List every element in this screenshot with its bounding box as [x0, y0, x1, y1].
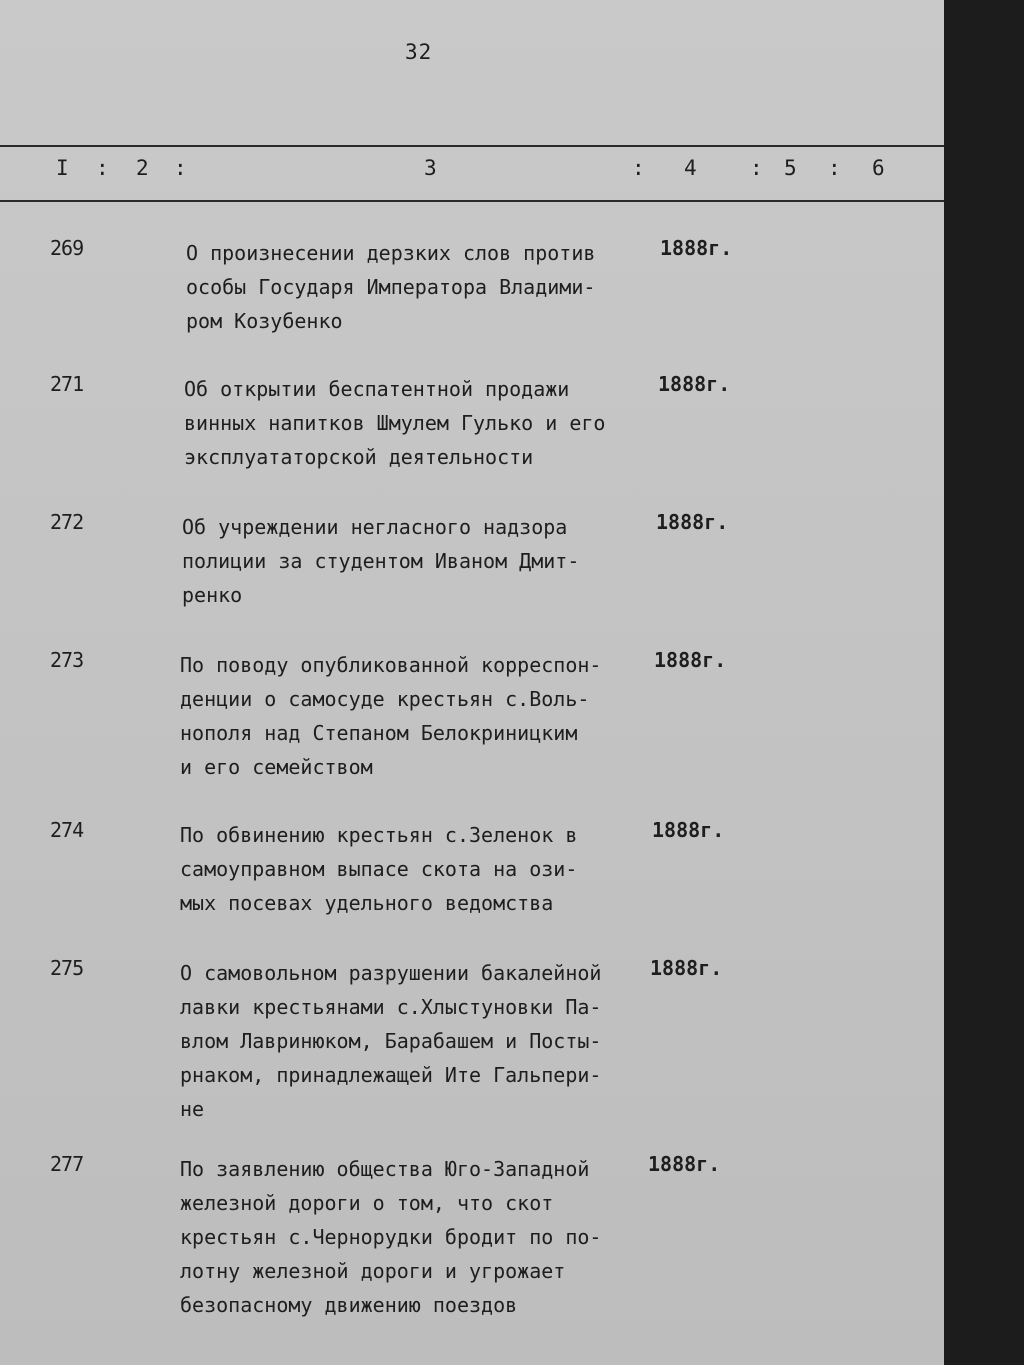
case-description — [182, 510, 652, 612]
case-number: 272 — [50, 510, 84, 534]
description-line: самоуправном выпасе скота на ози- — [180, 857, 578, 881]
description-line: эксплуататорской деятельности — [184, 445, 534, 469]
case-year: 1888г. — [656, 510, 729, 534]
description-line: мых посевах удельного ведомства — [180, 891, 554, 915]
case-year: 1888г. — [658, 372, 731, 396]
case-number: 269 — [50, 236, 84, 260]
description-line: полиции за студентом Иваном Дмит- — [182, 549, 580, 573]
case-number: 273 — [50, 648, 84, 672]
description-line: По заявлению общества Юго-Западной — [180, 1157, 590, 1181]
case-year: 1888г. — [660, 236, 733, 260]
column-separator: : — [828, 156, 841, 180]
description-line: лотну железной дороги и угрожает — [180, 1259, 566, 1283]
case-description — [180, 1152, 650, 1322]
description-line: Об открытии беспатентной продажи — [184, 377, 570, 401]
column-header-2: 2 — [136, 156, 149, 180]
case-description — [180, 818, 650, 920]
column-separator: : — [174, 156, 187, 180]
case-year: 1888г. — [654, 648, 727, 672]
description-line: ром Козубенко — [186, 309, 343, 333]
description-line: По поводу опубликованной корреспон- — [180, 653, 602, 677]
description-line: Об учреждении негласного надзора — [182, 515, 568, 539]
description-line: безопасному движению поездов — [180, 1293, 518, 1317]
case-year: 1888г. — [652, 818, 725, 842]
column-header-4: 4 — [684, 156, 697, 180]
description-line: нополя над Степаном Белокриницким — [180, 721, 578, 745]
description-line: винных напитков Шмулем Гулько и его — [184, 411, 606, 435]
case-number: 275 — [50, 956, 84, 980]
description-line: крестьян с.Чернорудки бродит по по- — [180, 1225, 602, 1249]
description-line: О самовольном разрушении бакалейной — [180, 961, 602, 985]
description-line: рнаком, принадлежащей Ите Гальпери- — [180, 1063, 602, 1087]
case-year: 1888г. — [648, 1152, 721, 1176]
column-header-1: I — [56, 156, 69, 180]
description-line: денции о самосуде крестьян с.Воль- — [180, 687, 590, 711]
page-number: 32 — [405, 40, 433, 64]
description-line: По обвинению крестьян с.Зеленок в — [180, 823, 578, 847]
description-line: О произнесении дерзких слов против — [186, 241, 596, 265]
description-line: влом Лавринюком, Барабашем и Посты- — [180, 1029, 602, 1053]
description-line: лавки крестьянами с.Хлыстуновки Па- — [180, 995, 602, 1019]
column-header-3: 3 — [424, 156, 437, 180]
description-line: не — [180, 1097, 205, 1121]
case-number: 277 — [50, 1152, 84, 1176]
column-separator: : — [632, 156, 645, 180]
column-header-5: 5 — [784, 156, 797, 180]
column-separator: : — [750, 156, 763, 180]
case-number: 271 — [50, 372, 84, 396]
case-year: 1888г. — [650, 956, 723, 980]
case-number: 274 — [50, 818, 84, 842]
description-line: и его семейством — [180, 755, 373, 779]
description-line: железной дороги о том, что скот — [180, 1191, 554, 1215]
header-top-rule — [0, 145, 944, 147]
description-line: особы Государя Императора Владими- — [186, 275, 596, 299]
column-header-6: 6 — [872, 156, 885, 180]
column-separator: : — [96, 156, 109, 180]
case-description — [180, 648, 650, 784]
description-line: ренко — [182, 583, 243, 607]
case-description — [184, 372, 654, 474]
case-description — [180, 956, 650, 1126]
case-description — [186, 236, 656, 338]
header-bottom-rule — [0, 200, 944, 202]
